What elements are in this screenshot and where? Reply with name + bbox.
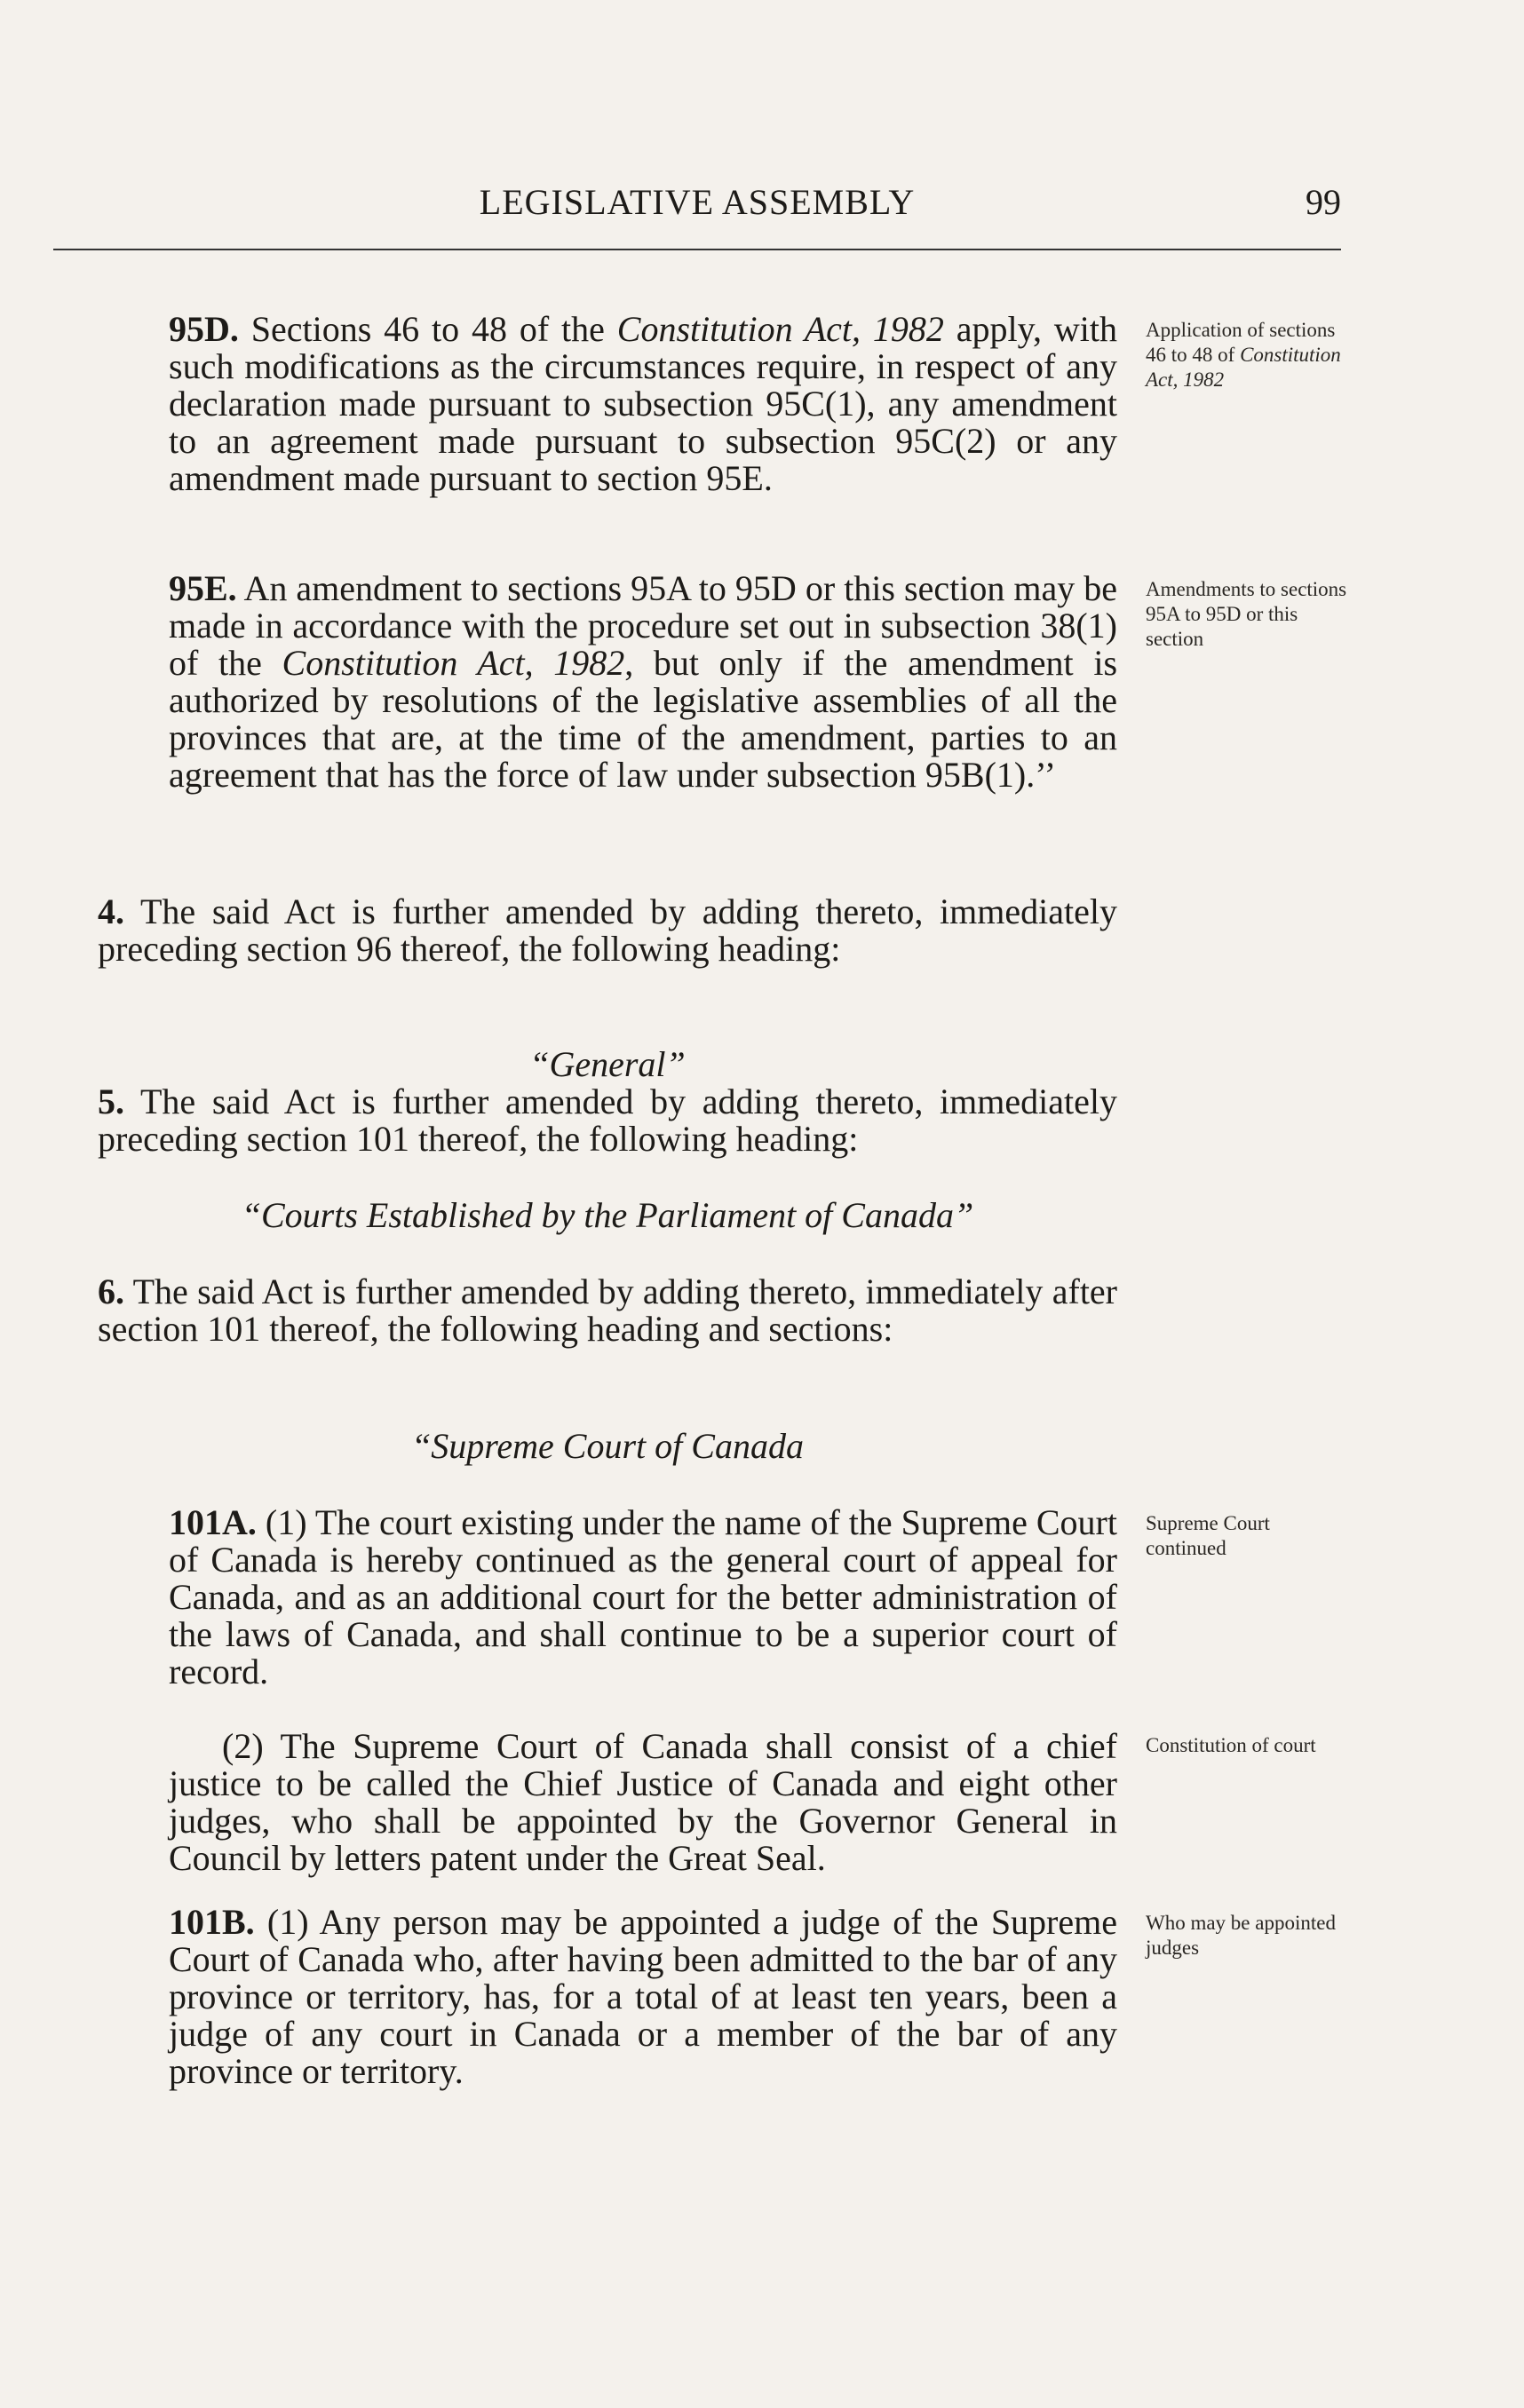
- section-number: 101B.: [169, 1902, 255, 1942]
- margin-note-101a-1: Supreme Court continued: [1146, 1512, 1270, 1559]
- section-text: The said Act is further amended by adding thereto, immediately after section 101 thereof, the following heading and sections:: [98, 1271, 1117, 1349]
- section-text: apply, with such modifications as the circumstances require, in respect of any declaration made pursuant to subsection 95C(1), any amendment to an agreement made pursuant to subsection 95C(2) or any amendment made pursuant to section 95E.: [169, 309, 1117, 498]
- page-header: [53, 181, 1341, 234]
- heading-general: “General”: [529, 1044, 686, 1084]
- section-number: 101A.: [169, 1502, 257, 1542]
- section-text: (2) The Supreme Court of Canada shall consist of a chief justice to be called the Chief Justice of Canada and eight other judges, who shall be appointed by the Governor General in Council by letters patent under the Great Seal.: [169, 1726, 1117, 1878]
- section-number: 6.: [98, 1271, 124, 1311]
- section-text: The said Act is further amended by adding thereto, immediately preceding section 96 thereof, the following heading:: [98, 891, 1117, 969]
- section-101a-1: [169, 1504, 1117, 1691]
- section-101a-2: [169, 1728, 1117, 1877]
- section-number: 5.: [98, 1081, 124, 1121]
- margin-note-act: Constitution Act, 1982: [1146, 344, 1341, 391]
- section-text: (1) The court existing under the name of the Supreme Court of Canada is hereby continued as the general court of appeal for Canada, and as an additional court for the better administration of the laws of Canada, and shall continue to be a superior court of record.: [169, 1502, 1117, 1691]
- margin-note-95d: [1146, 318, 1350, 392]
- section-text: , but only if the amendment is authorized by resolutions of the legislative assemblies of all the provinces that are, at the time of the amendment, parties to an agreement that has the force of law under subsection 95B(1).’’: [169, 643, 1118, 795]
- section-number: 95D.: [169, 309, 239, 349]
- margin-note-101b-1: Who may be appointed judges: [1146, 1912, 1336, 1959]
- header-rule: [53, 249, 1341, 250]
- section-4: [98, 893, 1117, 968]
- section-6: [98, 1273, 1117, 1348]
- section-5: [98, 1083, 1117, 1158]
- section-text: The said Act is further amended by adding thereto, immediately preceding section 101 thereof, the following heading:: [98, 1081, 1117, 1159]
- page-number: 99: [1306, 182, 1341, 222]
- margin-note-95e: Amendments to sections 95A to 95D or this section: [1146, 578, 1347, 650]
- section-text: An amendment to sections 95A to 95D or this section may be made in accordance with the procedure set out in subsection 38(1) of the: [169, 568, 1117, 683]
- section-text: Sections 46 to 48 of the: [238, 309, 617, 349]
- section-101b-1: [169, 1904, 1117, 2090]
- section-text: (1) Any person may be appointed a judge of the Supreme Court of Canada who, after having been admitted to the bar of any province or territory, has, for a total of at least ten years, been a judge of any court in Canada or a member of the bar of any province or territory.: [169, 1902, 1117, 2091]
- section-95d: [169, 311, 1117, 497]
- page-title: LEGISLATIVE ASSEMBLY: [479, 182, 916, 222]
- margin-note-101a-2: Constitution of court: [1146, 1734, 1316, 1756]
- section-number: 95E.: [169, 568, 237, 608]
- act-title: Constitution Act, 1982: [282, 643, 625, 683]
- margin-note-text: Application of sections 46 to 48 of: [1146, 319, 1336, 366]
- section-number: 4.: [98, 891, 124, 931]
- heading-supreme-court: “Supreme Court of Canada: [411, 1426, 804, 1466]
- section-95e: [169, 570, 1117, 794]
- act-title: Constitution Act, 1982: [616, 309, 944, 349]
- heading-courts: “Courts Established by the Parliament of Canada”: [241, 1195, 974, 1235]
